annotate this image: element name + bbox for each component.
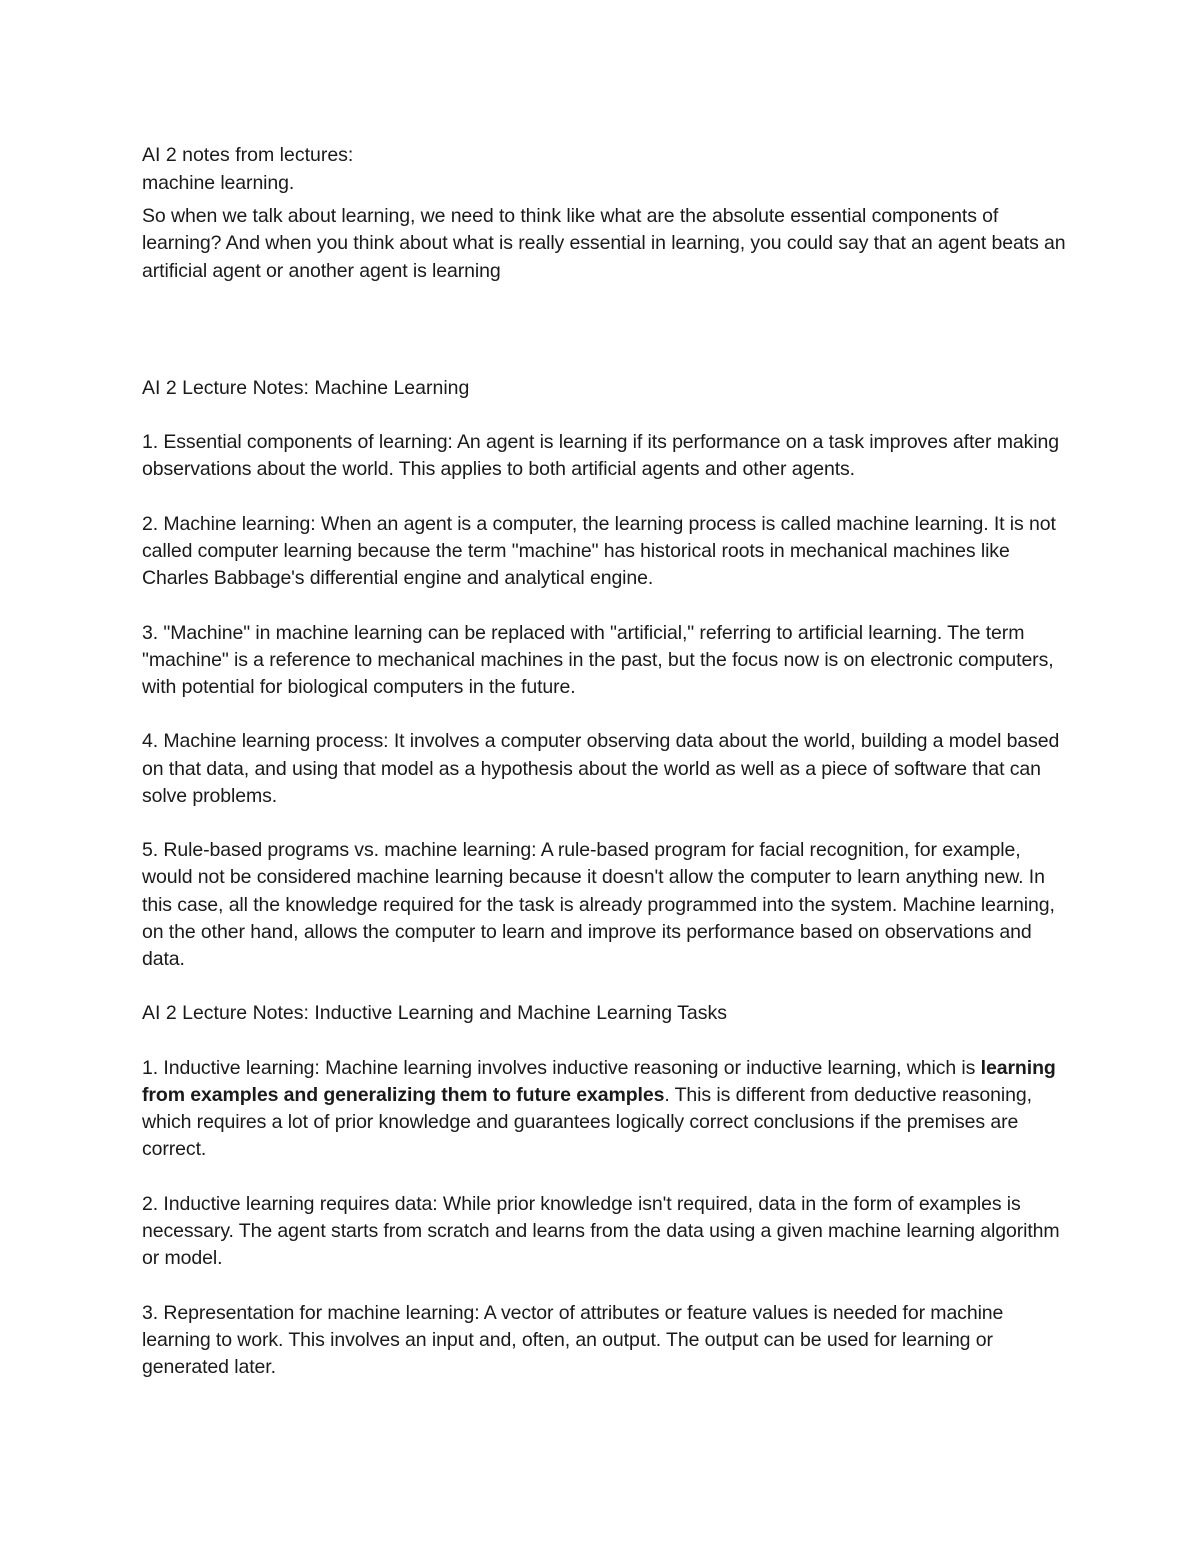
section1-item-4: 4. Machine learning process: It involves a computer observing data about the world, building a model based on that data, and using that model as a hypothesis about the world as well as a piece of software that can solve problems. — [142, 730, 1060, 807]
section-heading-inductive-learning: AI 2 Lecture Notes: Inductive Learning and Machine Learning Tasks — [142, 1002, 727, 1025]
document-page — [142, 143, 1072, 1381]
document-subtitle: machine learning. — [142, 172, 295, 194]
section2-item-1-text-before: 1. Inductive learning: Machine learning involves inductive reasoning or inductive learning, which is — [142, 1056, 981, 1079]
section2-item-3: 3. Representation for machine learning: A vector of attributes or feature values is needed for machine learning to work. This involves an input and, often, an output. The output can be used for learning or generated later. — [142, 1301, 1004, 1378]
section1-item-3: 3. "Machine" in machine learning can be replaced with "artificial," referring to artificial learning. The term "machine" is a reference to mechanical machines in the past, but the focus now is on electronic computers, with potential for biological computers in the future. — [142, 621, 1054, 698]
section1-item-2: 2. Machine learning: When an agent is a computer, the learning process is called machine learning. It is not called computer learning because the term "machine" has historical roots in mechanical machines like Charles Babbage's differential engine and analytical engine. — [142, 512, 1056, 590]
intro-paragraph: So when we talk about learning, we need to think like what are the absolute essential components of learning? And when you think about what is really essential in learning, you could say that an agent beats an artificial agent or another agent is learning — [142, 205, 1066, 282]
section1-item-1: 1. Essential components of learning: An agent is learning if its performance on a task improves after making observations about the world. This applies to both artificial agents and other agents. — [142, 431, 1060, 481]
section2-item-1-bold-text: learning from examples and generalizing them to future examples — [142, 1056, 1056, 1106]
section1-item-5: 5. Rule-based programs vs. machine learning: A rule-based program for facial recognition, for example, would not be considered machine learning because it doesn't allow the computer to learn anything new. In this case, all the knowledge required for the task is already programmed into the system. Machine learning, on the other hand, allows the computer to learn and improve its performance based on observations and data. — [142, 839, 1055, 970]
section2-item-1-text-after: . This is different from deductive reasoning, which requires a lot of prior knowledge and guarantees logically correct conclusions if the premises are correct. — [142, 1083, 1032, 1161]
section2-item-2: 2. Inductive learning requires data: While prior knowledge isn't required, data in the form of examples is necessary. The agent starts from scratch and learns from the data using a given machine learning algorithm or model. — [142, 1192, 1060, 1270]
document-title: AI 2 notes from lectures: — [142, 144, 354, 166]
section-heading-machine-learning: AI 2 Lecture Notes: Machine Learning — [142, 376, 470, 399]
section2-item-1 — [142, 1055, 1072, 1164]
